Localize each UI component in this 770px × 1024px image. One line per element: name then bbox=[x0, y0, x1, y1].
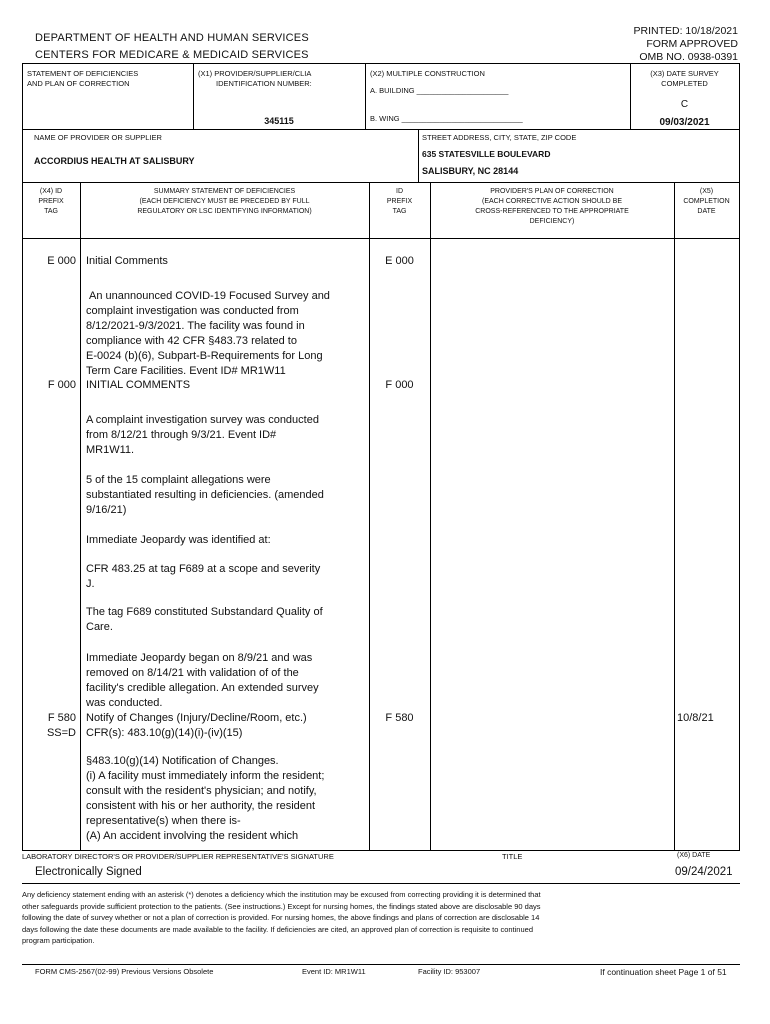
provider-name-label: NAME OF PROVIDER OR SUPPLIER bbox=[34, 133, 162, 142]
provider-number: 345115 bbox=[264, 116, 294, 126]
survey-type: C bbox=[680, 99, 689, 110]
f580-regulation-text: §483.10(g)(14) Notification of Changes. (i) A facility must immediately inform the resident; consult with the resident's physician; and notify, consistent with his or her authority, the resident representative(s) when there is- (A) An accident involving the resident which bbox=[86, 755, 325, 842]
building-label: A. BUILDING ______________________ bbox=[370, 86, 509, 95]
id-prefix-header: ID PREFIX TAG bbox=[386, 188, 413, 215]
page-indicator: If continuation sheet Page 1 of 51 bbox=[600, 967, 727, 977]
f000-title: INITIAL COMMENTS bbox=[86, 379, 191, 391]
f580-id: F 580 bbox=[385, 712, 414, 724]
agency-name: CENTERS FOR MEDICARE & MEDICAID SERVICES bbox=[35, 49, 309, 61]
f000-paragraph: The tag F689 constituted Substandard Quality of Care. bbox=[86, 606, 323, 633]
address-label: STREET ADDRESS, CITY, STATE, ZIP CODE bbox=[422, 133, 577, 142]
e000-text: An unannounced COVID-19 Focused Survey and complaint investigation was conducted from 8/12/2021-9/3/2021. The facility was found in compliance with 42 CFR §483.73 related to E-0024 (b)(6), Subpart-B-Requirements for Long Term Care Facilities. Event ID# MR1W11 bbox=[86, 290, 330, 377]
x2-label: (X2) MULTIPLE CONSTRUCTION bbox=[370, 69, 485, 78]
x4-header: (X4) ID PREFIX TAG bbox=[38, 188, 64, 215]
summary-header: SUMMARY STATEMENT OF DEFICIENCIES (EACH DEFICIENCY MUST BE PRECEDED BY FULL REGULATORY OR LSC IDENTIFYING INFORMATION) bbox=[137, 188, 312, 215]
f000-paragraph: 5 of the 15 complaint allegations were substantiated resulting in deficiencies. (amended 9/16/21) bbox=[86, 474, 324, 516]
printed-date: PRINTED: 10/18/2021 bbox=[633, 25, 738, 37]
facility-id: Facility ID: 953007 bbox=[418, 967, 481, 976]
e000-title: Initial Comments bbox=[86, 255, 168, 267]
e000-id: E 000 bbox=[385, 255, 414, 267]
f000-paragraph: Immediate Jeopardy began on 8/9/21 and was removed on 8/14/21 with validation of of the facility's credible allegation. An extended survey was conducted. bbox=[86, 652, 319, 709]
form-approved: FORM APPROVED bbox=[646, 38, 738, 50]
f580-severity: SS=D bbox=[46, 727, 76, 739]
e000-tag: E 000 bbox=[47, 255, 76, 267]
f000-paragraph: A complaint investigation survey was conducted from 8/12/21 through 9/3/21. Event ID# MR1W11. bbox=[86, 414, 319, 456]
f580-tag: F 580 bbox=[47, 712, 76, 724]
f000-paragraph: Immediate Jeopardy was identified at: bbox=[86, 534, 271, 546]
f580-text: Notify of Changes (Injury/Decline/Room, etc.) CFR(s): 483.10(g)(14)(i)-(iv)(15) bbox=[86, 712, 307, 739]
survey-date: 09/03/2021 bbox=[659, 117, 710, 128]
f000-tag: F 000 bbox=[47, 379, 76, 391]
omb-number: OMB NO. 0938-0391 bbox=[639, 51, 738, 63]
signature-value: Electronically Signed bbox=[35, 866, 142, 878]
signature-date: 09/24/2021 bbox=[675, 866, 733, 878]
f580-completion-date: 10/8/21 bbox=[677, 712, 714, 724]
wing-label: B. WING _____________________________ bbox=[370, 114, 523, 123]
x1-label: (X1) PROVIDER/SUPPLIER/CLIA IDENTIFICATION NUMBER: bbox=[198, 69, 312, 88]
form-id: FORM CMS-2567(02-99) Previous Versions Obsolete bbox=[35, 967, 214, 976]
f000-paragraph: CFR 483.25 at tag F689 at a scope and severity J. bbox=[86, 563, 321, 590]
disclaimer: Any deficiency statement ending with an asterisk (*) denotes a deficiency which the institution may be excused from correcting providing it is determined that other safeguards provide sufficient protection to the patients. (See instructions.) Except for nursing homes, the findings stated above are disclosable 90 days following the date of survey whether or not a plan of correction is provided. For nursing homes, the above findings and plans of correction are disclosable 14 days following the date these documents are made available to the facility. If deficiencies are cited, an approved plan of correction is requisite to continued program participation. bbox=[22, 890, 541, 945]
city-state-zip: SALISBURY, NC 28144 bbox=[422, 166, 519, 176]
date-label: (X6) DATE bbox=[677, 852, 711, 859]
provider-name: ACCORDIUS HEALTH AT SALISBURY bbox=[34, 156, 195, 166]
event-id: Event ID: MR1W11 bbox=[302, 967, 366, 976]
street-address: 635 STATESVILLE BOULEVARD bbox=[422, 149, 551, 159]
statement-label: STATEMENT OF DEFICIENCIES AND PLAN OF CORRECTION bbox=[27, 69, 139, 88]
department-name: DEPARTMENT OF HEALTH AND HUMAN SERVICES bbox=[35, 32, 309, 44]
x3-label: (X3) DATE SURVEY COMPLETED bbox=[650, 69, 719, 88]
title-label: TITLE bbox=[502, 852, 523, 861]
signature-label: LABORATORY DIRECTOR'S OR PROVIDER/SUPPLIER REPRESENTATIVE'S SIGNATURE bbox=[22, 852, 334, 861]
x5-header: (X5) COMPLETION DATE bbox=[683, 188, 730, 215]
plan-header: PROVIDER'S PLAN OF CORRECTION (EACH CORRECTIVE ACTION SHOULD BE CROSS-REFERENCED TO THE APPROPRIATE DEFICIENCY) bbox=[475, 188, 629, 225]
f000-id: F 000 bbox=[385, 379, 414, 391]
